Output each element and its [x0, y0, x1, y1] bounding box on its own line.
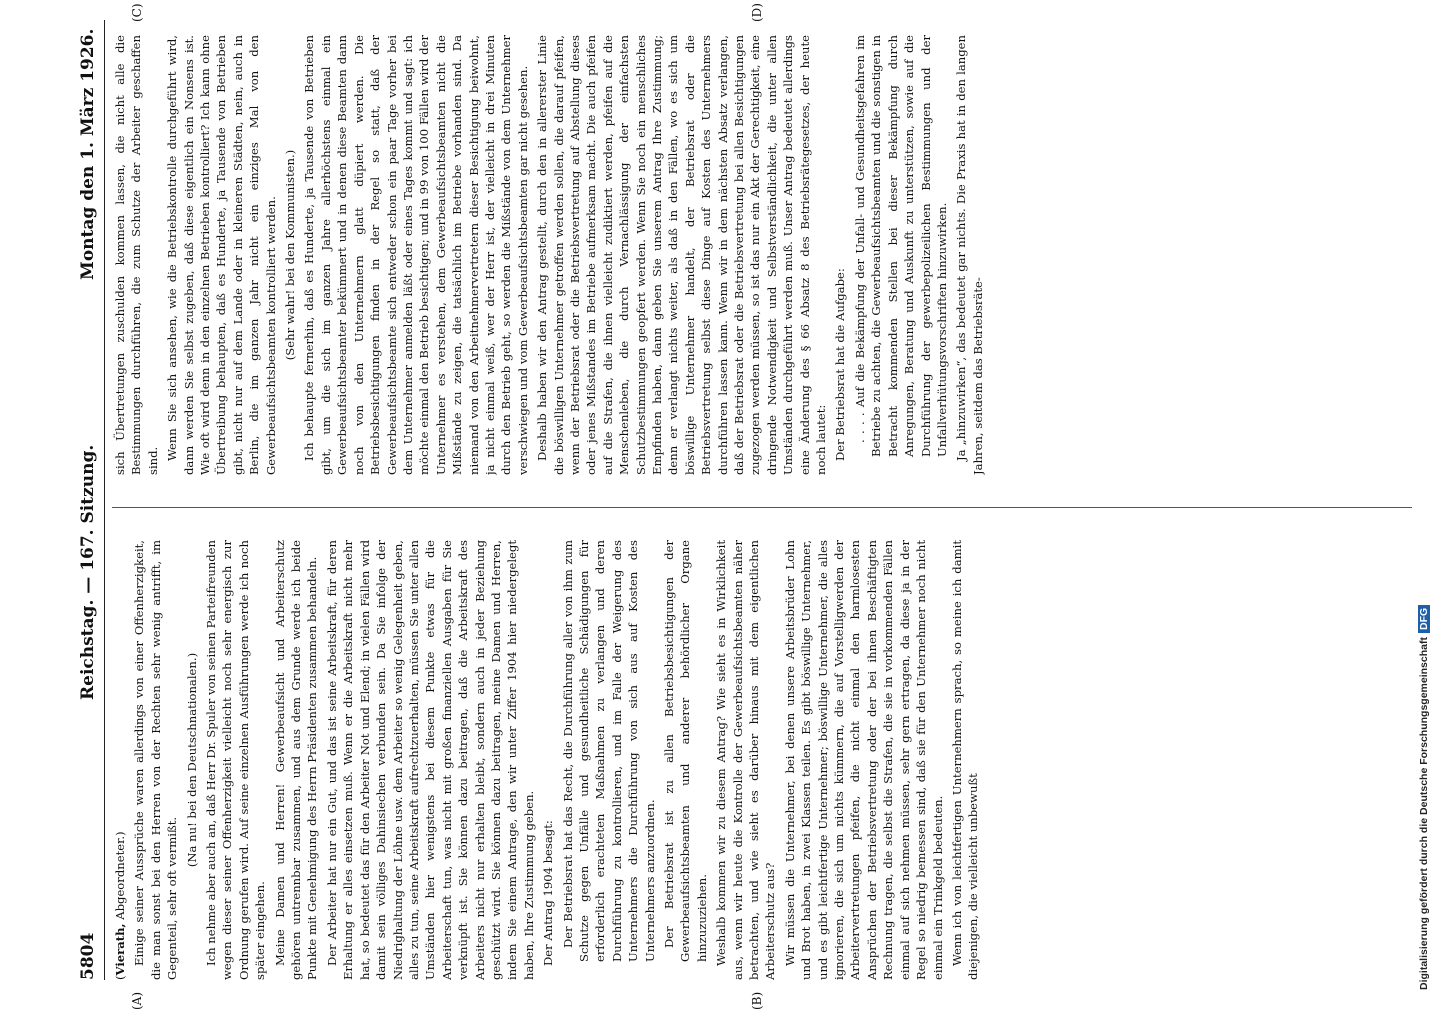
page-header: [78, 20, 106, 980]
interjection: (Na nu! bei den Deutschnationalen.): [184, 652, 199, 868]
header-rule: [104, 20, 105, 980]
paragraph: Der Antrag 1904 besagt:: [541, 820, 556, 966]
speaker-role: Abgeordneter.: [113, 835, 127, 920]
credit-text: Digitalisierung gefördert durch die Deutsche Forschungsgemeinschaft: [1418, 637, 1430, 990]
page-number: 5804: [78, 932, 98, 980]
speaker-line: (Vierath, Abgeordneter.): [113, 831, 127, 980]
paragraph: Deshalb haben wir den Antrag gestellt, durch den in allererster Linie die böswilligen Unternehmer getroffen werden sollen, die darauf pfeifen, wenn der Betriebsrat oder die Betriebsvertretung auf Abstellung dieses oder jenes Mißstandes im Betriebe aufmerksam macht. Die auch pfeifen auf die Strafen, die ihnen vielleicht zudiktiert werden, pfeifen auf die Menschenleben, die durch Vernachlässigung der einfachsten Schutzbestimmungen geopfert werden. Wenn Sie noch ein menschliches Empfinden haben, dann geben Sie unserem Antrag Ihre Zustimmung; denn er verlangt nichts weiter, als daß in den Fällen, wo es sich um böswillige Unternehmer handelt, der Betriebsrat oder die Betriebsvertretung selbst diese Dinge auf Kosten des Unternehmers durchführen lassen kann. Wenn wir in dem nächsten Absatz verlangen, daß der Betriebsrat oder die Betriebsvertretung bei allen Besichtigungen zugezogen werden müssen, so ist das nur ein Akt der Gerechtigkeit, eine dringende Notwendigkeit und Selbstverständlichkeit, die unter allen Umständen durchgeführt werden muß. Unser Antrag bedeutet allerdings eine Änderung des § 66 Absatz 8 des Betriebsrätegesetzes, der heute noch lautet:: [535, 35, 829, 475]
quoted-paragraph: . . . . Auf die Bekämpfung der Unfall- und Gesundheitsgefahren im Betriebe zu achten, die Gewerbeaufsichtsbeamten und die sonstigen in Betracht kommenden Stellen bei dieser Bekämpfung durch Anregungen, Beratung und Auskunft zu unterstützen, sowie auf die Durchführung der gewerbepolizeilichen Bestimmungen und der Unfallverhütungsvorschriften hinzuwirken.: [852, 35, 949, 457]
paragraph: Wenn Sie sich ansehen, wie die Betriebskontrolle durchgeführt wird, dann werden Sie selbst zugeben, daß diese eigentlich ein Nonsens ist. Wie oft wird denn in den einzelnen Betrieben kontrolliert? Ich kann ohne Übertreibung behaupten, daß es Hunderte, ja Tausende von Betrieben gibt, nicht nur auf dem Lande oder in kleineren Städten, nein, auch in Berlin, die im ganzen Jahr nicht ein einziges Mal von den Gewerbeaufsichtsbeamten kontrolliert werden.: [165, 35, 278, 475]
paragraph: sich Übertretungen zuschulden kommen lassen, die nicht alle die Bestimmungen durchführen, die zum Schutze der Arbeiter geschaffen sind.: [113, 35, 160, 475]
rotated-document-page: [70, 3, 1430, 1010]
digitization-credit: [1418, 10, 1434, 990]
paragraph: Der Betriebsrat hat die Aufgabe:: [833, 268, 848, 461]
margin-marker-b: (B): [750, 991, 764, 1010]
paragraph: Meine Damen und Herren! Gewerbeaufsicht und Arbeiterschutz gehören untrennbar zusammen, und aus dem Grunde werde ich beide Punkte mit Genehmigung des Herrn Präsidenten zusammen behandeln.: [272, 540, 320, 980]
session-title: Reichstag. — 167. Sitzung.: [78, 444, 98, 700]
session-date: Montag den 1. März 1926.: [78, 28, 98, 280]
column-divider: [112, 507, 1412, 508]
dfg-logo: DFG: [1418, 605, 1430, 633]
left-column: [112, 540, 1412, 980]
right-column: [112, 35, 1412, 475]
paragraph: Wenn ich von leichtfertigen Unternehmern sprach, so meine ich damit diejenigen, die vielleicht unbewußt: [949, 540, 981, 980]
paragraph: Wir müssen die Unternehmer, bei denen unsere Arbeitsbrüder Lohn und Brot haben, in zwei Klassen teilen. Es gibt böswillige Unternehmer, und es gibt leichtfertige Unternehmer; böswillige Unternehmer, die alles ignorieren, die sich um nichts kümmern, die auf Vorstelligwerden der Arbeitervertretungen pfeifen, die nicht einmal den harmlosesten Ansprüchen der Betriebsvertretung oder der bei ihnen Beschäftigten Rechnung tragen, die selbst die Strafen, die sie in vorkommenden Fällen einmal auf sich nehmen müssen, sehr gern ertragen, da diese ja in der Regel so niedrig bemessen sind, daß sie für den Unternehmer noch nicht einmal ein Trinkgeld bedeuten.: [782, 540, 945, 980]
paragraph: Ja „hinzuwirken“, das bedeutet gar nichts. Die Praxis hat in den langen Jahren, seitdem das Betriebsräte-: [954, 35, 985, 475]
paragraph: Der Arbeiter hat nur ein Gut, und das ist seine Arbeitskraft, für deren Erhaltung er alles einsetzen muß. Wenn er die Arbeitskraft nicht mehr hat, so bedeutet das für den Arbeiter Not und Elend; in vielen Fällen wird damit sein völliges Dahinsiechen verbunden sein. Da Sie infolge der Niedrighaltung der Löhne usw. dem Arbeiter so wenig Gelegenheit geben, alles zu tun, seine Arbeitskraft aufrechtzuerhalten, müssen Sie unter allen Umständen hier wenigstens bei diesem Punkte etwas für die Arbeiterschaft tun, was nicht mit großen finanziellen Ausgaben für Sie verknüpft ist. Sie können dazu beitragen, daß die Arbeitskraft des Arbeiters nicht nur erhalten bleibt, sondern auch in jeder Beziehung geschützt wird. Sie können dazu beitragen, meine Damen und Herren, indem Sie einem Antrage, den wir unter Ziffer 1904 hier niedergelegt haben, Ihre Zustimmung geben.: [324, 540, 536, 980]
paragraph: Ich nehme aber auch an, daß Herr Dr. Spuler von seinen Parteifreunden wegen dieser seiner Offenherzigkeit vielleicht noch sehr energisch zur Ordnung gerufen wird. Auf seine einzelnen Ausführungen werde ich noch später eingehen.: [204, 540, 268, 980]
margin-marker-a: (A): [130, 991, 144, 1010]
margin-marker-c: (C): [130, 3, 144, 22]
paragraph: Ich behaupte fernerhin, daß es Hunderte, ja Tausende von Betrieben gibt, um die sich im ganzen Jahre allerhöchstens einmal ein Gewerbeaufsichtsbeamter bekümmert und in denen diese Beamten dann noch von den Unternehmern glatt düpiert werden. Die Betriebsbesichtigungen finden in der Regel so statt, daß der Gewerbeaufsichtsbeamte sich entweder schon ein paar Tage vorher bei dem Unternehmer anmelden läßt oder eines Tages kommt und sagt: ich möchte einmal den Betrieb besichtigen; und in 99 von 100 Fällen wird der Unternehmer es verstehen, dem Gewerbeaufsichtsbeamten nicht die Mißstände zu zeigen, die tatsächlich im Betriebe vorhanden sind. Da niemand von den Arbeitnehmervertretern dieser Besichtigung beiwohnt, ja nicht einmal weiß, wer der Herr ist, der vielleicht in drei Minuten durch den Betrieb geht, so werden die Mißstände von dem Unternehmer verschwiegen und vom Gewerbeaufsichtsbeamten gar nicht gesehen.: [302, 35, 530, 475]
paragraph: Weshalb kommen wir zu diesem Antrag? Wie sieht es in Wirklichkeit aus, wenn wir heute die Kontrolle der Gewerbeaufsichtsbeamten näher betrachten, und wie sieht es darüber hinaus mit dem eigentlichen Arbeiterschutz aus?: [714, 540, 778, 980]
quoted-paragraph: Der Betriebsrat ist zu allen Betriebsbesichtigungen der Gewerbeaufsichtsbeamten und anderer behördlicher Organe hinzuzuziehen.: [662, 540, 709, 962]
speaker-name: Vierath,: [113, 923, 127, 976]
interjection: (Sehr wahr! bei den Kommunisten.): [283, 149, 298, 361]
quoted-paragraph: Der Betriebsrat hat das Recht, die Durchführung aller von ihm zum Schutze gegen Unfälle und gesundheitliche Schädigungen für erforderlich erachteten Maßnahmen zu verlangen und deren Durchführung zu kontrollieren, und im Falle der Weigerung des Unternehmers die Durchführung von sich aus auf Kosten des Unternehmers anzuordnen.: [560, 540, 657, 962]
margin-marker-d: (D): [750, 3, 764, 22]
paragraph: Einige seiner Aussprüche waren allerdings von einer Offenherzigkeit, die man sonst bei den Herren von der Rechten sehr wenig antrifft, im Gegenteil, sehr oft vermißt.: [132, 540, 180, 980]
